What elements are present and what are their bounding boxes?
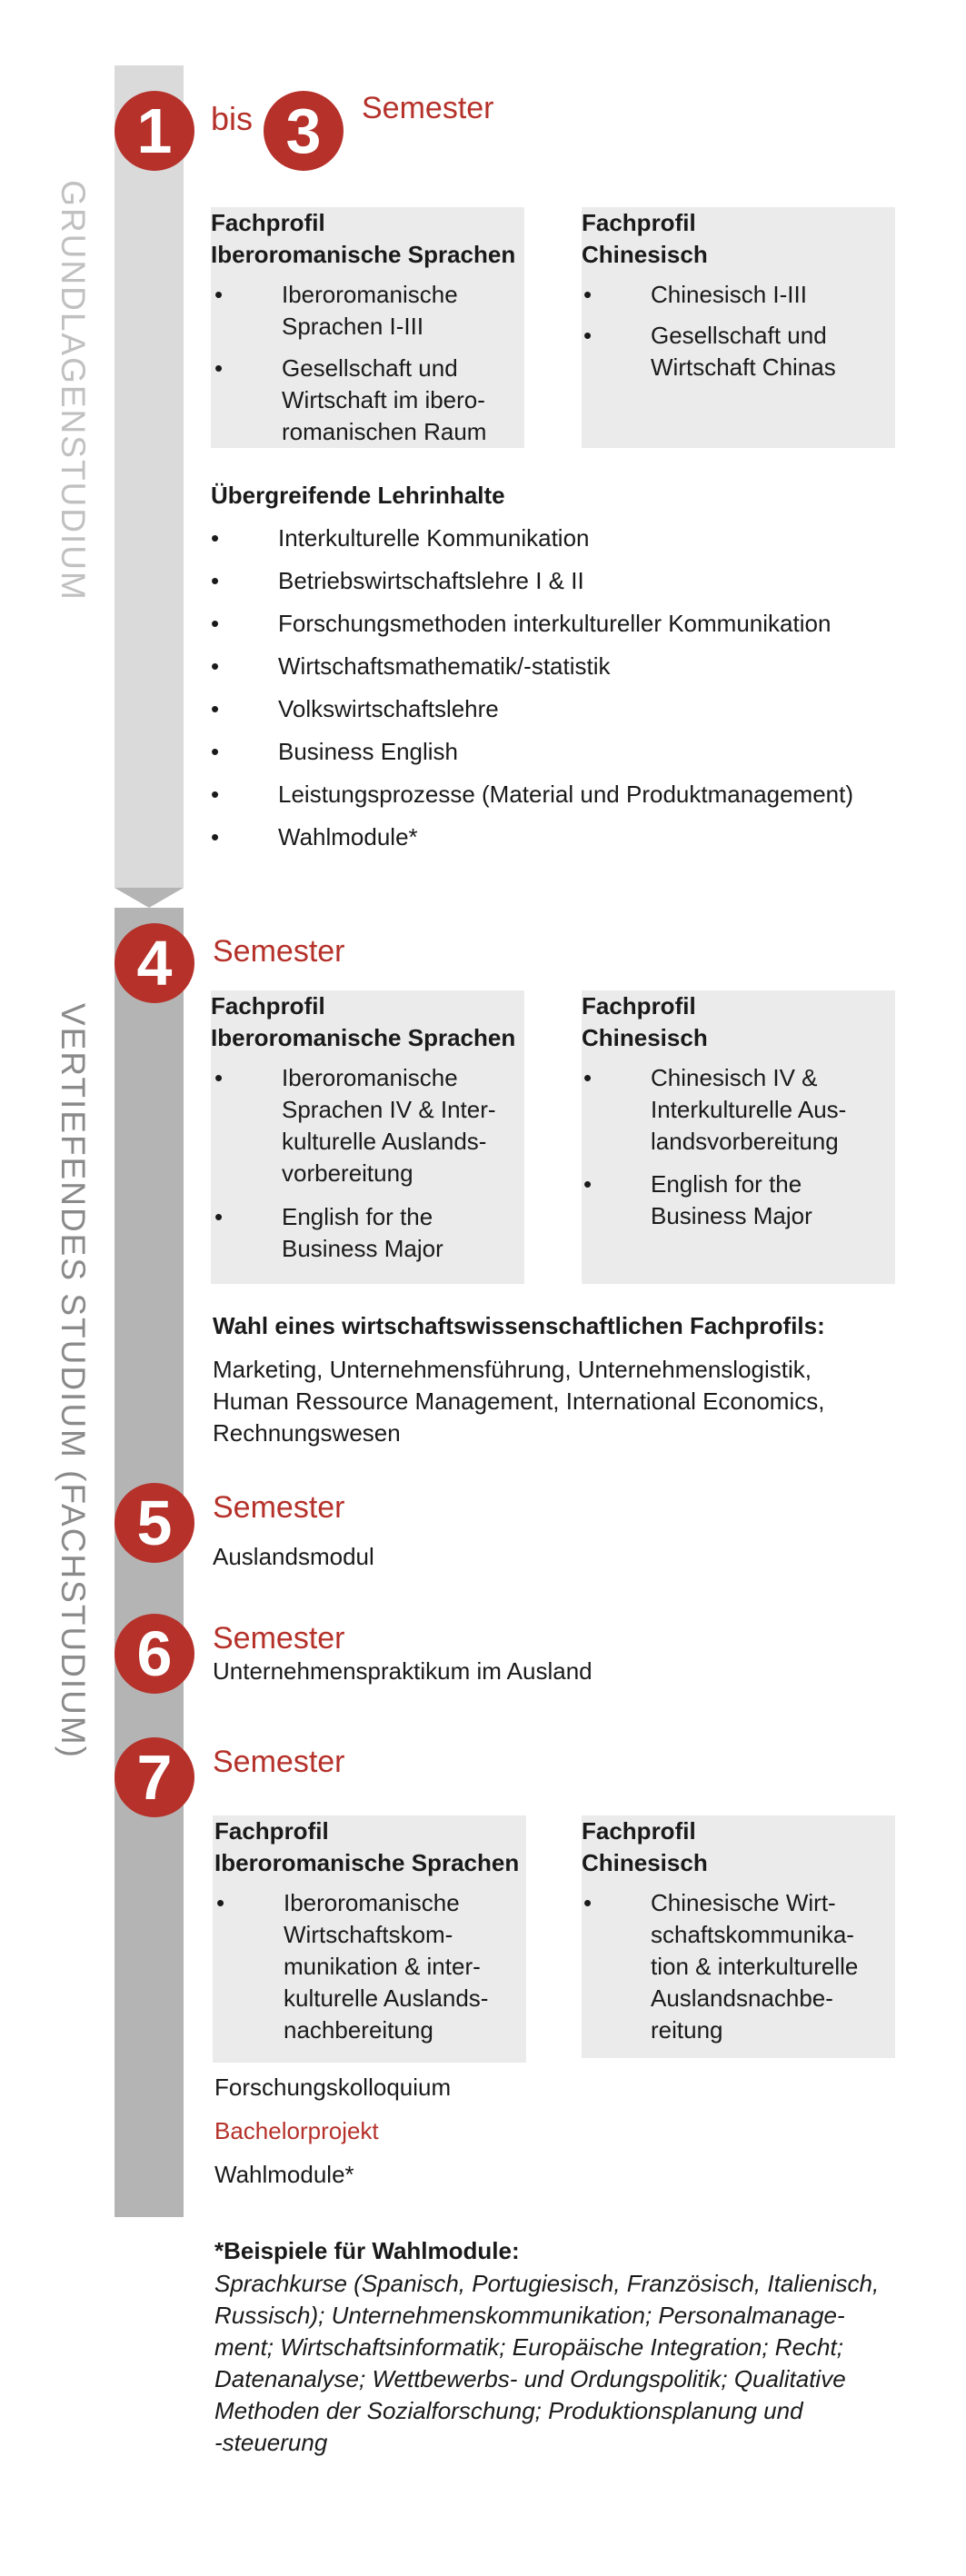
list-item-text: Iberoromanische Sprachen I-III — [282, 281, 458, 340]
list-item-text: English for the Business Major — [282, 1203, 443, 1262]
bachelor-project: Bachelorprojekt — [214, 2117, 379, 2144]
choice-text: Marketing, Unternehmensführung, Unternehmenslogistik, Human Ressource Management, International Economics, Rechnungswesen — [213, 1356, 825, 1447]
list-item-text: Gesellschaft und Wirtschaft im ibero- romanischen Raum — [282, 354, 487, 445]
list-item-text: Wirtschaftsmathematik/-statistik — [278, 652, 611, 680]
list-item-text: Business English — [278, 738, 458, 765]
semester-number-6: 6 — [115, 1614, 194, 1694]
profile-title-chinese: Fachprofil Chinesisch — [582, 1817, 708, 1876]
semester-number-4: 4 — [115, 923, 194, 1003]
phase-notch — [115, 888, 184, 908]
list-item-text: Betriebswirtschaftslehre I & II — [278, 567, 584, 594]
semester-number-7: 7 — [115, 1737, 194, 1817]
semester-number-5: 5 — [115, 1483, 194, 1563]
list-item-text: Wahlmodule* — [278, 823, 418, 850]
list-item-text: Leistungsprozesse (Material und Produktmanagement) — [278, 781, 854, 808]
bullet-icon: • — [211, 524, 220, 552]
bullet-icon: • — [211, 823, 220, 850]
semester-6-text: Unternehmenspraktikum im Ausland — [213, 1657, 593, 1685]
phase-bar-foundation — [115, 65, 184, 901]
profile-title-chinese: Fachprofil Chinesisch — [582, 209, 708, 268]
bullet-icon: • — [214, 354, 224, 382]
bullet-icon: • — [214, 1064, 224, 1091]
list-item-text: Iberoromanische Sprachen IV & Inter- kulturelle Auslands- vorbereitung — [282, 1064, 496, 1187]
choice-title: Wahl eines wirtschaftswissenschaftlichen Fachprofils: — [213, 1312, 825, 1339]
list-item-text: Interkulturelle Kommunikation — [278, 524, 590, 552]
bullet-icon: • — [211, 695, 220, 722]
bullet-icon: • — [211, 652, 220, 680]
semester-label: Semester — [213, 1490, 345, 1525]
bullet-icon: • — [216, 1889, 225, 1916]
profile-title-chinese: Fachprofil Chinesisch — [582, 992, 708, 1051]
bullet-icon: • — [583, 281, 593, 308]
list-item-text: Chinesisch I-III — [651, 281, 807, 308]
common-content-title: Übergreifende Lehrinhalte — [211, 482, 505, 509]
bullet-icon: • — [583, 1064, 593, 1091]
semester-label: Semester — [213, 1745, 345, 1779]
footnote-title: *Beispiele für Wahlmodule: — [214, 2237, 520, 2264]
phase-label-advanced: VERTIEFENDES STUDIUM (FACHSTUDIUM) — [55, 1002, 92, 1760]
semester-label: Semester — [213, 934, 345, 969]
semester-number-1: 1 — [115, 91, 194, 171]
bullet-icon: • — [211, 610, 220, 637]
bullet-icon: • — [214, 281, 224, 308]
semester-number-3: 3 — [264, 91, 344, 171]
bullet-icon: • — [583, 1170, 593, 1198]
profile-title-iberoromanic: Fachprofil Iberoromanische Sprachen — [214, 1817, 520, 1876]
list-item-text: Gesellschaft und Wirtschaft Chinas — [651, 322, 836, 381]
bullet-icon: • — [211, 567, 220, 594]
list-item-text: Forschungsmethoden interkultureller Kommunikation — [278, 610, 832, 637]
profile-title-iberoromanic: Fachprofil Iberoromanische Sprachen — [211, 992, 516, 1051]
semester-5-text: Auslandsmodul — [213, 1543, 374, 1570]
list-item-text: English for the Business Major — [651, 1170, 812, 1229]
research-colloquium: Forschungskolloquium — [214, 2074, 452, 2101]
elective-modules: Wahlmodule* — [214, 2161, 354, 2188]
list-item-text: Iberoromanische Wirtschaftskom- munikation & inter- kulturelle Auslands- nachbereitung — [284, 1889, 489, 2044]
semester-label: Semester — [213, 1621, 345, 1656]
semester-label: Semester — [362, 91, 494, 125]
bullet-icon: • — [583, 322, 593, 349]
footnote-text: Sprachkurse (Spanisch, Portugiesisch, Französisch, Italienisch, Russisch); Unternehmenskommunikation; Personalmanage- ment; Wirtschaftsinformatik; Europäische Integration; Recht; Datenanalyse; Wettbewerbs- und Ordungspolitik; Qualitative Methoden der Sozialforschung; Produktionsplanung und -steuerung — [214, 2270, 880, 2456]
bis-label: bis — [211, 100, 254, 137]
bullet-icon: • — [214, 1203, 224, 1230]
bullet-icon: • — [583, 1889, 593, 1916]
list-item-text: Chinesisch IV & Interkulturelle Aus- landsvorbereitung — [651, 1064, 847, 1155]
phase-label-foundation: GRUNDLAGENSTUDIUM — [55, 180, 92, 602]
bullet-icon: • — [211, 738, 220, 765]
bullet-icon: • — [211, 781, 220, 808]
list-item-text: Volkswirtschaftslehre — [278, 695, 499, 722]
profile-title-iberoromanic: Fachprofil Iberoromanische Sprachen — [211, 209, 516, 268]
list-item-text: Chinesische Wirt- schaftskommunika- tion & interkulturelle Auslandsnachbe- reitung — [651, 1889, 859, 2044]
